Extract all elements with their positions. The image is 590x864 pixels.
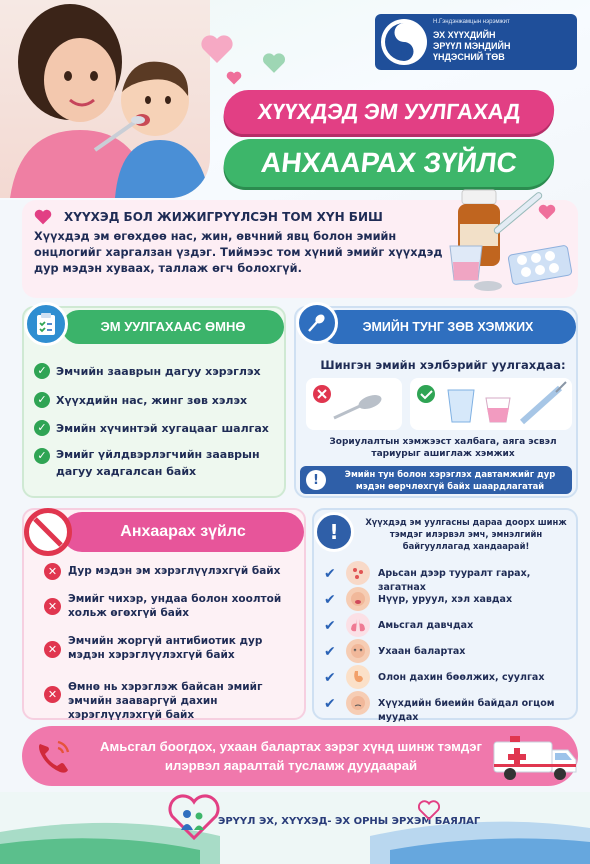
check-icon: ✓ — [34, 392, 50, 408]
institution-logo — [375, 14, 577, 70]
signs-heading: Хүүхдэд эм уулгасны дараа доорх шинж тэмдэг илэрвэл эмч, эмнэлгийн байгууллагад хандаарай! — [365, 517, 567, 551]
spoon-icon — [296, 302, 338, 344]
before-item: Хүүхдийн нас, жинг зөв хэлэх — [56, 394, 248, 407]
heart-icon — [418, 800, 440, 824]
sign-item: Амьсгал давчдах — [378, 620, 474, 631]
ambulance-icon — [490, 728, 580, 788]
x-icon: ✕ — [44, 563, 61, 580]
footer-slogan: ЭРҮҮЛ ЭХ, ХҮҮХЭД- ЭХ ОРНЫ ЭРХЭМ БАЯЛАГ — [218, 816, 481, 827]
caution-item: Дур мэдэн эм хэрэглүүлэхгүй байх — [68, 565, 281, 577]
medicine-illustration — [448, 188, 578, 300]
before-item: Эмийг үйлдвэрлэгчийн зааврын дагуу хадгалсан байх — [56, 448, 260, 478]
check-icon: ✓ — [34, 448, 50, 464]
heart-icon — [538, 204, 556, 224]
footer — [0, 792, 590, 864]
caution-title: Анхаарах зүйлс — [62, 512, 304, 552]
logo-line: ҮНДЭСНИЙ ТӨВ — [433, 52, 505, 62]
swollen-face-icon — [346, 587, 370, 611]
heart-icon — [200, 34, 234, 68]
prohibited-icon — [24, 508, 72, 556]
checkmark-icon: ✔ — [324, 618, 336, 634]
sign-item: Хүүхдийн биеийн байдал огцом муудах — [378, 698, 555, 723]
sign-item: Ухаан балартах — [378, 646, 466, 657]
dizzy-face-icon — [346, 639, 370, 663]
warning-icon: ! — [314, 512, 354, 552]
info-icon: ! — [306, 470, 326, 490]
checkmark-icon: ✔ — [324, 592, 336, 608]
caution-item: Эмийг чихэр, ундаа болон хоолтой хольж өгөхгүй байх — [68, 593, 282, 619]
emergency-text: Амьсгал боогдох, ухаан балартах зэрэг хүнд шинж тэмдэг илэрвэл яаралтай тусламж дуудаарай — [100, 739, 482, 773]
caution-item: Өмнө нь хэрэглэж байсан эмийг эмчийн зааваргүй дахин хэрэглүүлэхгүй байх — [68, 681, 263, 721]
dose-subtitle: Шингэн эмийн хэлбэрийг уулгахдаа: — [320, 358, 566, 372]
before-title: ЭМ УУЛГАХААС ӨМНӨ — [62, 310, 284, 344]
x-icon: ✕ — [44, 598, 61, 615]
checklist-icon — [24, 302, 68, 346]
checkmark-icon: ✔ — [324, 566, 336, 582]
lungs-icon — [346, 613, 370, 637]
title-line-1: ХҮҮХДЭД ЭМ УУЛГАХАД — [222, 90, 557, 134]
x-icon: ✕ — [44, 686, 61, 703]
phone-icon[interactable] — [30, 732, 78, 780]
sign-item: Арьсан дээр тууралт гарах, загатнах — [378, 568, 531, 593]
caution-item: Эмчийн жоргүй антибиотик дур мэдэн хэрэглүүлэхгүй байх — [68, 635, 263, 661]
dose-note: Эмийн тун болон хэрэглэх давтамжийг дур мэдэн өөрчлөхгүй байх шаардлагатай — [344, 469, 556, 491]
dose-title: ЭМИЙН ТУНГ ЗӨВ ХЭМЖИХ — [320, 310, 576, 344]
check-icon: ✓ — [34, 363, 50, 379]
dose-caption: Зориулалтын хэмжээст халбага, аяга эсвэл тариурыг ашиглаж хэмжих — [329, 437, 557, 459]
title-line-2: АНХААРАХ ЗҮЙЛС — [221, 139, 556, 187]
x-icon: ✕ — [44, 641, 61, 658]
heart-icon — [226, 70, 242, 89]
rash-icon — [346, 561, 370, 585]
sign-item: Нүүр, уруул, хэл хавдах — [378, 594, 513, 605]
intro-heading: ХҮҮХЭД БОЛ ЖИЖИГРҮҮЛСЭН ТОМ ХҮН БИШ — [64, 210, 383, 224]
heart-icon — [34, 209, 52, 229]
heart-icon — [262, 52, 286, 78]
logo-small-text: Н.Гэндэнжамцын нэрэмжит — [433, 19, 510, 25]
before-item: Эмчийн зааврын дагуу хэрэглэх — [56, 365, 261, 378]
stomach-icon — [346, 665, 370, 689]
sign-item: Олон дахин бөөлжих, суулгах — [378, 672, 545, 683]
wrong-spoon-card — [306, 378, 402, 430]
checkmark-icon: ✔ — [324, 696, 336, 712]
logo-line: ЭХ ХҮҮХДИЙН — [433, 30, 496, 40]
checkmark-icon: ✔ — [324, 644, 336, 660]
logo-emblem-icon — [381, 19, 427, 65]
check-icon: ✓ — [34, 420, 50, 436]
intro-body: Хүүхдэд эм өгөхдөө нас, жин, өвчний явц болон эмийн онцлогийг харгалзан үздэг. Тиймээс том хүний эмийг хүүхдэд дур мэдэн хуваах, таллаж өгч болохгүй. — [34, 230, 443, 275]
logo-line: ЭРҮҮЛ МЭНДИЙН — [433, 41, 511, 51]
right-tools-card — [410, 378, 572, 430]
mother-child-photo — [0, 0, 210, 198]
before-item: Эмийн хүчинтэй хугацааг шалгах — [56, 422, 269, 435]
checkmark-icon: ✔ — [324, 670, 336, 686]
logo-title — [433, 30, 575, 63]
sick-child-icon — [346, 691, 370, 715]
family-heart-logo — [168, 794, 220, 844]
